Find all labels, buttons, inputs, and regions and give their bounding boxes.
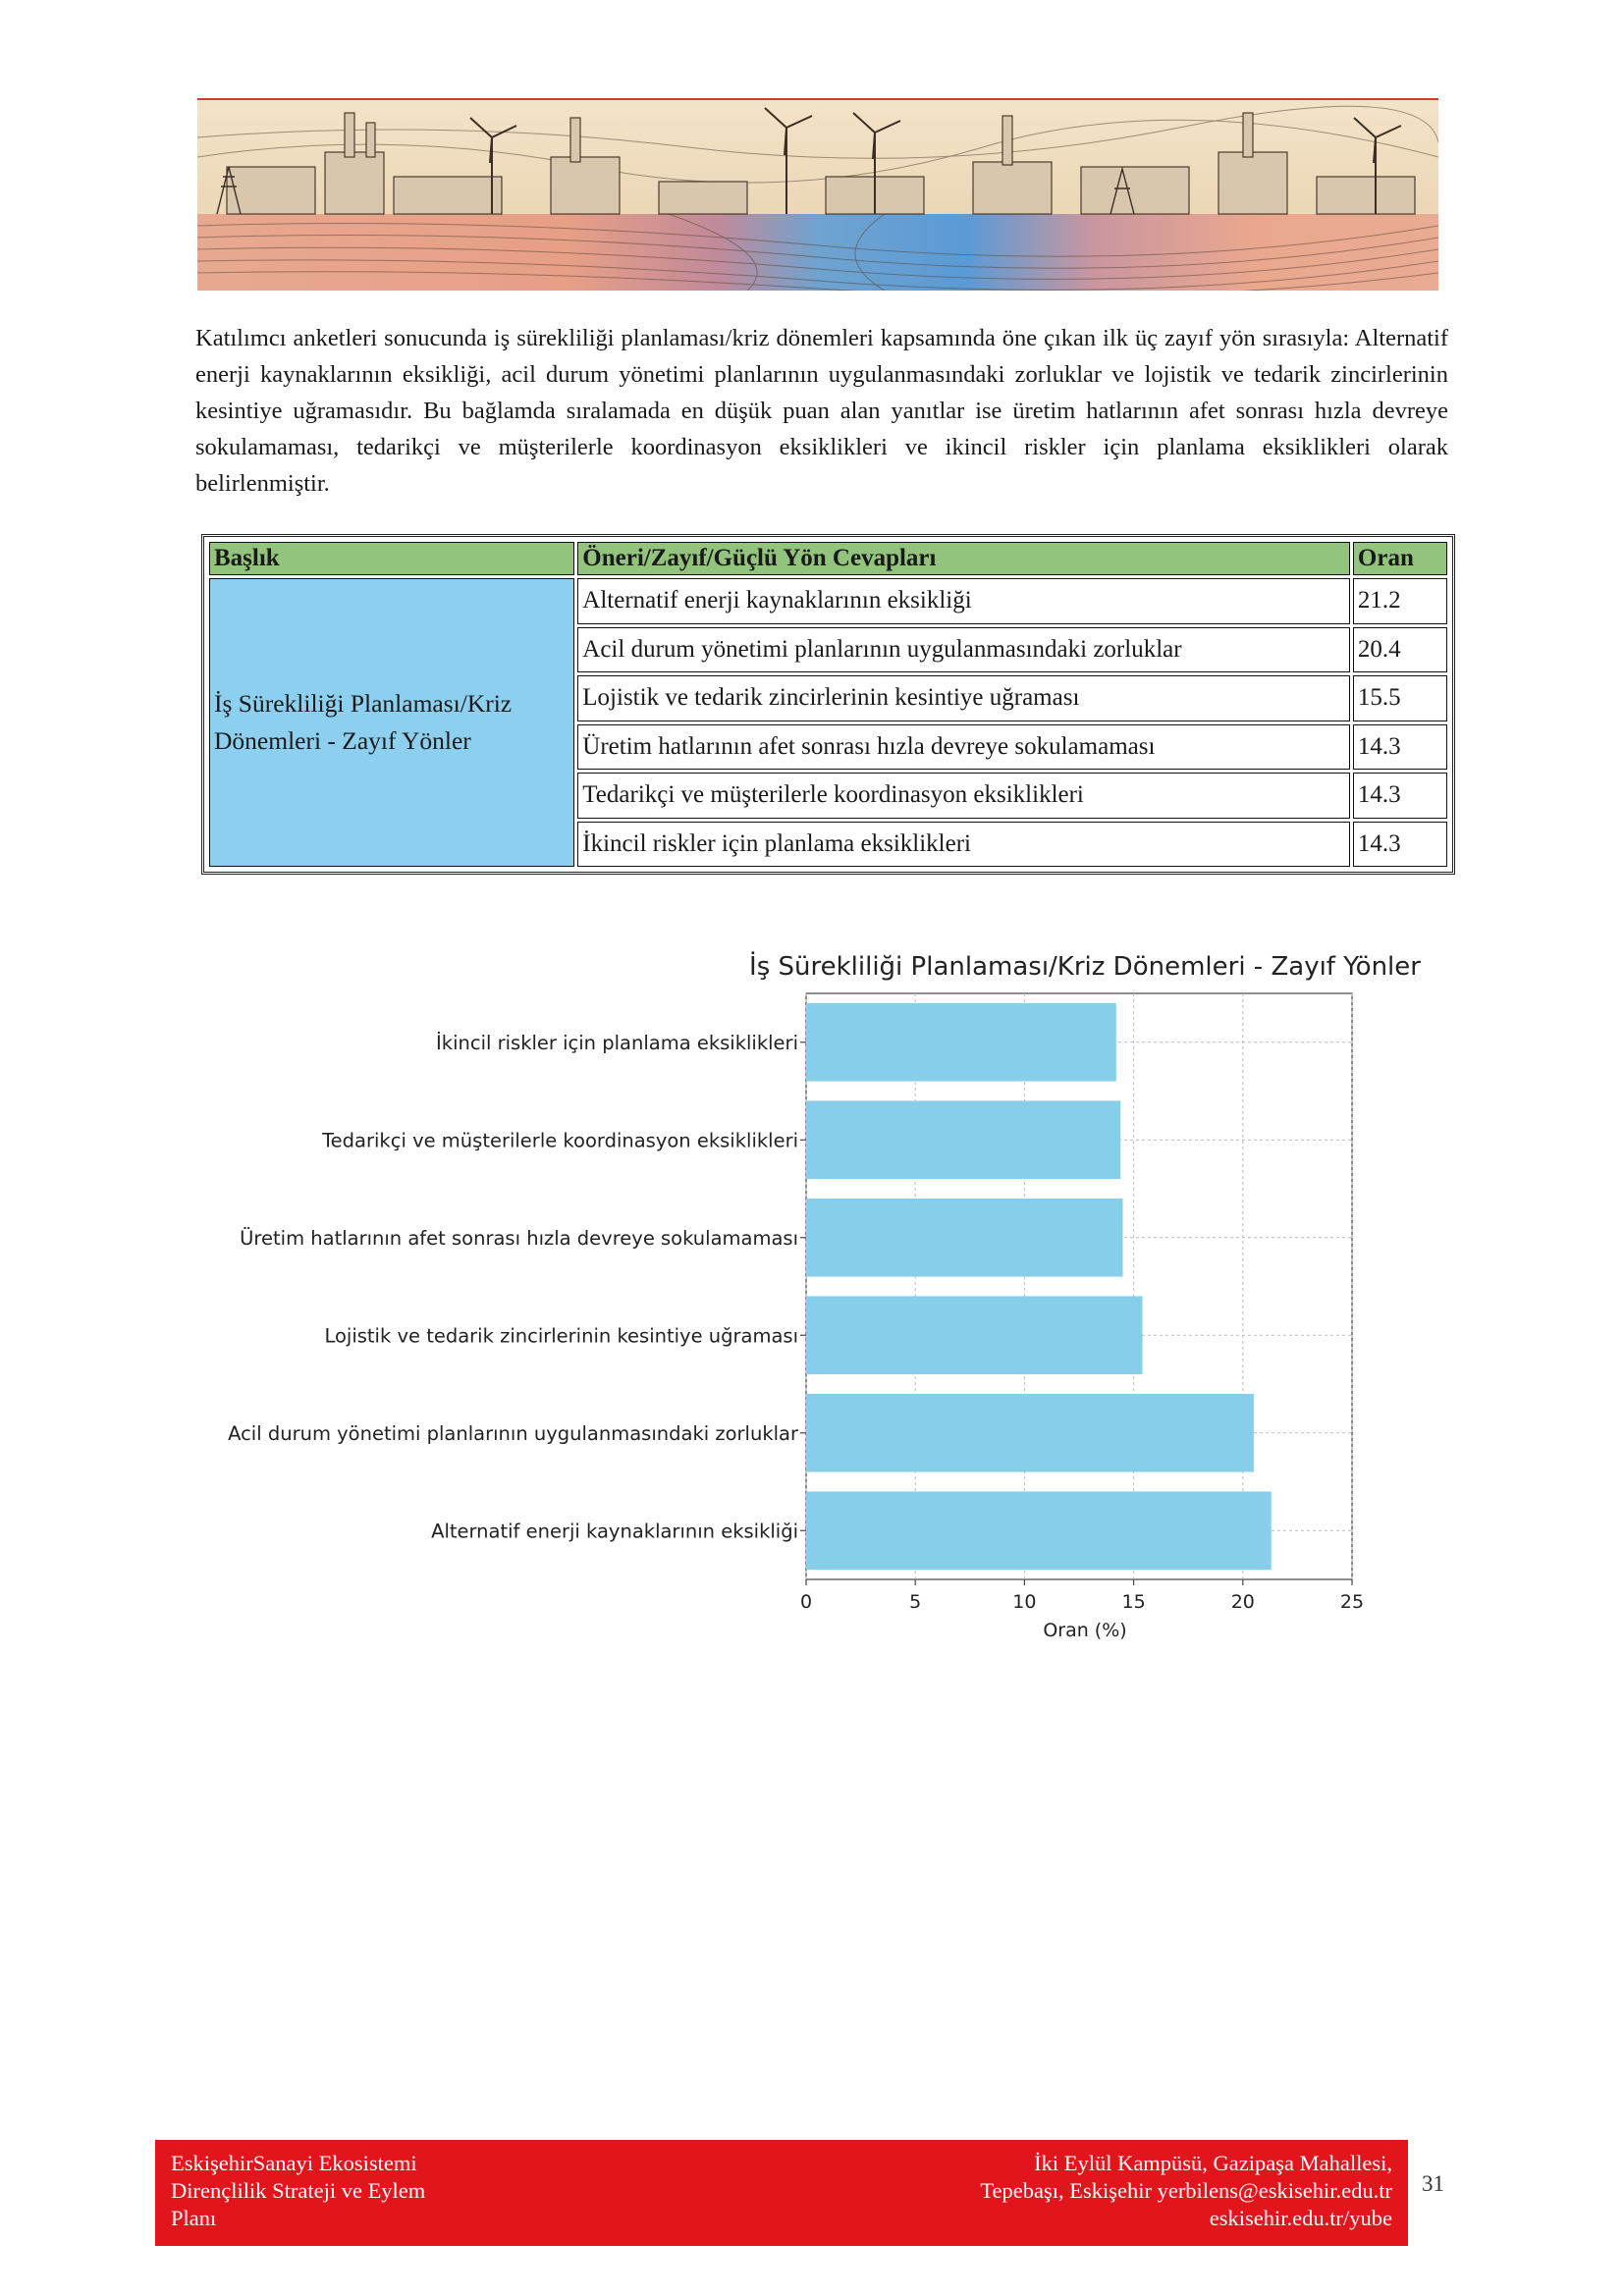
x-tick-label: 5 <box>909 1591 922 1613</box>
footer-left-line: Dirençlilik Strateji ve Eylem <box>171 2178 426 2203</box>
chart-title: İş Sürekliliği Planlaması/Kriz Dönemleri - Zayıf Yönler <box>749 952 1421 982</box>
header-banner-image <box>197 98 1438 291</box>
chart-grid <box>806 993 1352 1579</box>
chart-bars <box>806 1003 1272 1570</box>
rate-cell: 15.5 <box>1353 675 1447 721</box>
weakness-table <box>206 539 1450 870</box>
answer-cell: İkincil riskler için planlama eksiklikleri <box>577 822 1350 868</box>
page-number: 31 <box>1422 2171 1444 2196</box>
answer-cell: Lojistik ve tedarik zincirlerinin kesintiye uğraması <box>577 675 1350 721</box>
footer-left-line: Planı <box>171 2206 217 2230</box>
header-answers: Öneri/Zayıf/Güçlü Yön Cevapları <box>577 542 1350 575</box>
footer-address-line: Tepebaşı, Eskişehir yerbilens@eskisehir.edu.tr <box>980 2178 1392 2203</box>
footer-website: eskisehir.edu.tr/yube <box>1209 2206 1392 2230</box>
header-rate: Oran <box>1353 542 1447 575</box>
page-footer <box>155 2140 1408 2246</box>
bar <box>806 1394 1254 1472</box>
x-tick-label: 10 <box>1012 1591 1037 1613</box>
bar <box>806 1491 1272 1570</box>
rate-cell: 14.3 <box>1353 724 1447 771</box>
category-label: Lojistik ve tedarik zincirlerinin kesintiye uğraması <box>324 1324 798 1348</box>
x-tick-label: 20 <box>1230 1591 1255 1613</box>
bar <box>806 1199 1122 1277</box>
header-topic: Başlık <box>209 542 574 575</box>
x-tick-label: 15 <box>1121 1591 1146 1613</box>
x-tick-label: 25 <box>1339 1591 1365 1613</box>
category-label: Acil durum yönetimi planlarının uygulanmasındaki zorluklar <box>228 1421 798 1445</box>
category-label: Tedarikçi ve müşterilerle koordinasyon eksiklikleri <box>322 1129 798 1152</box>
table-header-row <box>209 542 1447 575</box>
category-label: Alternatif enerji kaynaklarının eksikliği <box>431 1520 798 1543</box>
bar <box>806 1003 1116 1082</box>
chart-x-axis-label: Oran (%) <box>1043 1620 1127 1641</box>
rate-cell: 20.4 <box>1353 627 1447 673</box>
weakness-table-frame <box>201 534 1455 875</box>
x-tick-label: 0 <box>799 1591 813 1613</box>
category-label: Üretim hatlarının afet sonrası hızla devreye sokulamaması <box>240 1226 798 1250</box>
bar-chart <box>177 937 1453 1644</box>
footer-address-line: İki Eylül Kampüsü, Gazipaşa Mahallesi, <box>1034 2151 1392 2175</box>
rate-cell: 21.2 <box>1353 578 1447 624</box>
rate-cell: 14.3 <box>1353 773 1447 819</box>
answer-cell: Alternatif enerji kaynaklarının eksikliği <box>577 578 1350 624</box>
answer-cell: Tedarikçi ve müşterilerle koordinasyon eksiklikleri <box>577 773 1350 819</box>
footer-left-line: EskişehirSanayi Ekosistemi <box>171 2151 417 2175</box>
footer-plan-title <box>171 2150 425 2232</box>
intro-paragraph: Katılımcı anketleri sonucunda iş sürekliliği planlaması/kriz dönemleri kapsamında öne çıkan ilk üç zayıf yön sırasıyla: Alternatif enerji kaynaklarının eksikliği, acil durum yönetimi planlarının uygulanmasındaki zorluklar ve lojistik ve tedarik zincirlerinin kesintiye uğramasıdır. Bu bağlamda sıralamada en düşük puan alan yanıtlar ise üretim hatlarının afet sonrası hızla devreye sokulamaması, tedarikçi ve müşterilerle koordinasyon eksiklikleri ve ikincil riskler için planlama eksiklikleri olarak belirlenmiştir. <box>195 325 1448 497</box>
table-row <box>209 578 1447 624</box>
topic-cell: İş Sürekliliği Planlaması/Kriz Dönemleri - Zayıf Yönler <box>209 578 574 867</box>
plot-frame <box>806 993 1352 1579</box>
answer-cell: Üretim hatlarının afet sonrası hızla devreye sokulamaması <box>577 724 1350 771</box>
category-label: İkincil riskler için planlama eksiklikleri <box>436 1031 798 1054</box>
rate-cell: 14.3 <box>1353 822 1447 868</box>
bar <box>806 1100 1120 1179</box>
bar <box>806 1296 1142 1374</box>
answer-cell: Acil durum yönetimi planlarının uygulanmasındaki zorluklar <box>577 627 1350 673</box>
chart-category-labels <box>228 1032 799 1543</box>
footer-contact <box>980 2150 1392 2232</box>
